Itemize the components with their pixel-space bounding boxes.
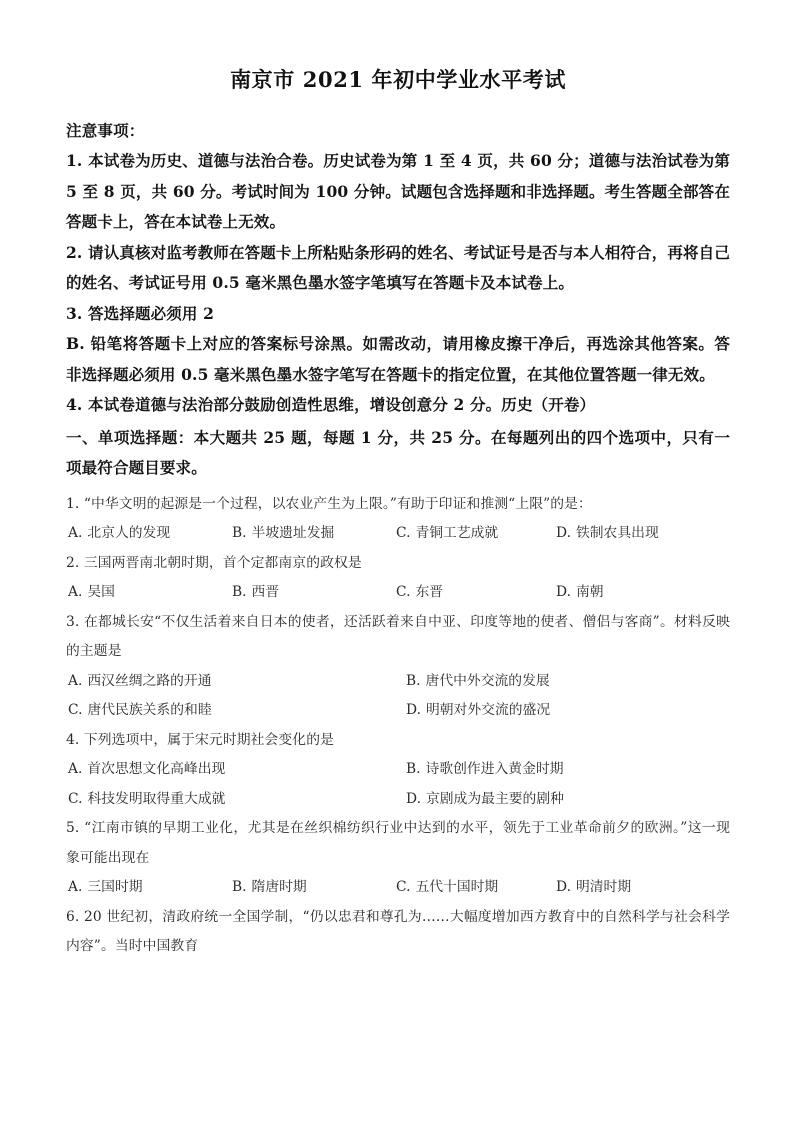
question-item xyxy=(66,608,730,726)
option-row xyxy=(66,519,730,549)
option-label: C. xyxy=(396,879,411,896)
option-label: C. xyxy=(396,525,411,542)
option-label: D. xyxy=(406,702,421,719)
question-stem: 1. “中华文明的起源是一个过程，以农业产生为上限。”有助于印证和推测“上限”的是： xyxy=(66,495,592,512)
question-item xyxy=(66,549,730,608)
notice-block xyxy=(66,116,730,421)
notice-item: 3. 答选择题必须用 2 xyxy=(66,303,215,323)
option-row xyxy=(66,755,730,785)
option-text: 明清时期 xyxy=(575,879,632,896)
option-text: 铁制农具出现 xyxy=(575,525,659,542)
option-row xyxy=(66,696,730,726)
option-choice[interactable] xyxy=(68,519,170,549)
option-label: A. xyxy=(68,672,83,689)
question-stem: 5. “江南市镇的早期工业化，尤其是在丝织棉纺织行业中达到的水平，领先于工业革命前夕的欧洲。”这一现象可能出现在 xyxy=(66,820,730,866)
option-choice[interactable] xyxy=(68,755,225,785)
option-label: B. xyxy=(406,761,421,778)
option-label: B. xyxy=(406,672,421,689)
question-stem: 6. 20 世纪初，清政府统一全国学制，“仍以忠君和尊孔为……大幅度增加西方教育中的自然科学与社会科学内容”。当时中国教育 xyxy=(66,908,730,955)
option-label: A. xyxy=(68,879,83,896)
question-stem: 2. 三国两晋南北朝时期，首个定都南京的政权是 xyxy=(66,554,362,571)
option-text: 吴国 xyxy=(87,584,115,601)
notice-item: 2. 请认真核对监考教师在答题卡上所粘贴条形码的姓名、考试证号是否与本人相符合，再将自己的姓名、考试证号用 0.5 毫米黑色墨水签字笔填写在答题卡及本试卷上。 xyxy=(66,242,730,293)
option-text: 三国时期 xyxy=(87,879,143,896)
option-choice[interactable] xyxy=(68,785,225,815)
option-label: A. xyxy=(68,525,83,542)
option-label: C. xyxy=(68,702,83,719)
option-label: B. xyxy=(232,879,247,896)
option-label: D. xyxy=(556,584,571,601)
question-stem: 3. 在都城长安“不仅生活着来自日本的使者，还活跃着来自中亚、印度等地的使者、僧侣与客商”。材料反映的主题是 xyxy=(66,613,730,660)
question-item xyxy=(66,903,730,962)
option-row xyxy=(66,785,730,815)
question-stem: 4. 下列选项中，属于宋元时期社会变化的是 xyxy=(66,731,334,748)
question-item xyxy=(66,490,730,549)
option-choice[interactable] xyxy=(68,696,212,726)
notice-item: 4. 本试卷道德与法治部分鼓励创造性思维，增设创意分 2 分。历史（开卷） xyxy=(66,395,596,415)
option-choice[interactable] xyxy=(68,578,115,608)
question-item xyxy=(66,814,730,903)
option-text: 西汉丝绸之路的开通 xyxy=(87,672,212,689)
section-heading: 一、单项选择题：本大题共 25 题，每题 1 分，共 25 分。在每题列出的四个选项中，只有一项最符合题目要求。 xyxy=(66,427,730,478)
question-list xyxy=(66,490,730,962)
option-text: 青铜工艺成就 xyxy=(415,525,499,542)
option-label: B. xyxy=(232,584,247,601)
option-choice[interactable] xyxy=(232,519,334,549)
option-text: 京剧成为最主要的剧种 xyxy=(425,790,564,807)
page-content xyxy=(66,0,730,962)
option-text: 西晋 xyxy=(251,584,280,601)
option-choice[interactable] xyxy=(232,578,279,608)
option-label: D. xyxy=(556,525,571,542)
option-text: 唐代中外交流的发展 xyxy=(425,672,550,689)
option-choice[interactable] xyxy=(396,519,498,549)
option-row xyxy=(66,667,730,697)
notice-heading: 注意事项： xyxy=(66,121,145,141)
option-choice[interactable] xyxy=(68,667,212,697)
option-choice[interactable] xyxy=(396,578,443,608)
option-text: 科技发明取得重大成就 xyxy=(87,790,226,807)
option-choice[interactable] xyxy=(406,755,564,785)
option-label: B. xyxy=(232,525,247,542)
notice-item: 1. 本试卷为历史、道德与法治合卷。历史试卷为第 1 至 4 页，共 60 分；道德与法治试卷为第 5 至 8 页，共 60 分。考试时间为 100 分钟。试题包含选择题和非选择题。考生答题全部答在答题卡上，答在本试卷上无效。 xyxy=(66,151,730,232)
option-text: 半坡遗址发掘 xyxy=(251,525,335,542)
option-choice[interactable] xyxy=(406,667,550,697)
option-label: A. xyxy=(68,761,83,778)
option-choice[interactable] xyxy=(232,873,307,903)
option-label: C. xyxy=(68,790,83,807)
option-text: 首次思想文化高峰出现 xyxy=(87,761,226,778)
option-text: 北京人的发现 xyxy=(87,525,171,542)
option-label: C. xyxy=(396,584,411,601)
option-label: A. xyxy=(68,584,83,601)
option-text: 明朝对外交流的盛况 xyxy=(425,702,551,719)
option-row xyxy=(66,873,730,903)
option-text: 五代十国时期 xyxy=(415,879,499,896)
option-label: D. xyxy=(406,790,421,807)
page-title: 南京市 2021 年初中学业水平考试 xyxy=(230,67,566,92)
option-text: 隋唐时期 xyxy=(251,879,307,896)
option-choice[interactable] xyxy=(406,785,564,815)
option-choice[interactable] xyxy=(68,873,143,903)
option-choice[interactable] xyxy=(556,578,604,608)
option-choice[interactable] xyxy=(396,873,498,903)
option-row xyxy=(66,578,730,608)
notice-item: B. 铅笔将答题卡上对应的答案标号涂黑。如需改动，请用橡皮擦干净后，再选涂其他答案。答非选择题必须用 0.5 毫米黑色墨水签字笔写在答题卡的指定位置，在其他位置答题一律无效。 xyxy=(66,334,730,384)
option-label: D. xyxy=(556,879,571,896)
option-choice[interactable] xyxy=(406,696,550,726)
option-text: 南朝 xyxy=(575,584,604,601)
option-choice[interactable] xyxy=(556,873,631,903)
option-text: 诗歌创作进入黄金时期 xyxy=(425,761,564,778)
option-text: 东晋 xyxy=(415,584,444,601)
option-choice[interactable] xyxy=(556,519,659,549)
option-text: 唐代民族关系的和睦 xyxy=(87,702,212,719)
question-item xyxy=(66,726,730,815)
